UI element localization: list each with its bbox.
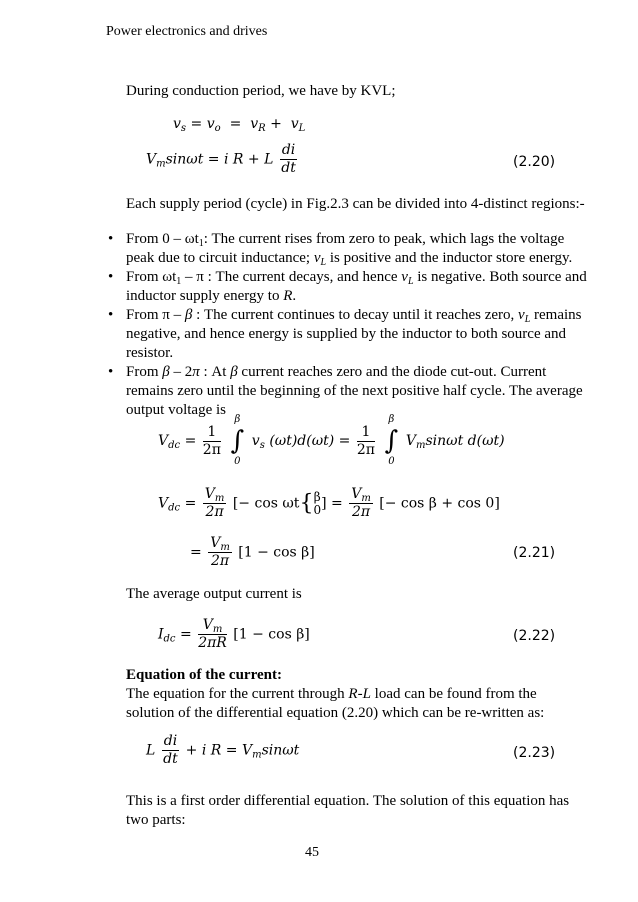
vdc1-int2: V (405, 433, 416, 449)
eq222-eq: = (180, 626, 192, 643)
eq-kvl-vr: v (250, 116, 259, 132)
vdc1-eq: = (184, 433, 197, 449)
closing-line-1: This is a first order differential equation. The solution of this equation has (126, 793, 570, 809)
eq220-den: dt (281, 160, 296, 176)
bullet-marker-1: • (108, 231, 114, 247)
bullet-1-vl-sub: L (320, 257, 327, 268)
eq223-rhs-rest: sinωt (261, 742, 300, 759)
equation-kvl (173, 116, 305, 132)
bullet-4-d: current reaches zero and the diode cut-out. Current (237, 364, 547, 380)
eq223-num: di (163, 733, 178, 749)
vdc2-num2-sub: m (361, 493, 371, 504)
eq-kvl-vl-sub: L (298, 123, 306, 134)
vdc2-lhs-sub: dc (168, 502, 181, 514)
vdc1-int1-rest: (ωt)d(ωt) = (269, 433, 351, 449)
vdc2-den2: 2π (351, 504, 371, 520)
vdc1-d1: 2π (202, 441, 221, 458)
eq223-rhs-sub: m (252, 749, 262, 761)
bullet-4-beta: β (162, 364, 170, 380)
section-paragraph-line-2: solution of the differential equation (2.20) which can be re-written as: (126, 705, 545, 721)
eq221-den: 2π (210, 553, 230, 569)
bullet-2-c: is negative. Both source and (413, 269, 587, 285)
vdc2-den: 2π (205, 504, 224, 520)
vdc1-int2-sub: m (415, 440, 426, 451)
vdc2-brace-bot: 0 (313, 502, 322, 517)
equation-number-2-23: (2.23) (513, 745, 556, 761)
bullet-1-text: : The current rises from zero to peak, which lags the voltage (203, 231, 565, 247)
bullet-marker-4: • (108, 364, 114, 380)
bullet-1-vl: v (313, 250, 321, 266)
eq221-num: V (210, 535, 221, 551)
eq222-lhs-sub: dc (163, 633, 176, 645)
eq223-den: dt (163, 751, 178, 767)
bullet-2-line-1 (126, 268, 587, 287)
bullet-4-c: : At (199, 364, 231, 380)
vdc2-num-sub: m (214, 493, 225, 504)
section-paragraph-line-1 (126, 685, 537, 704)
eq-kvl-eq: = (190, 116, 203, 132)
intro-text: During conduction period, we have by KVL; (126, 83, 396, 99)
eq-kvl-vl: v (290, 116, 299, 132)
vdc2-bracket-a: [− cos ωt (232, 495, 300, 512)
bullet-1-line-2 (126, 249, 572, 268)
equation-number-2-22: (2.22) (513, 628, 556, 644)
bullet-1-line-1 (126, 230, 564, 249)
eq220-lhs-rest: sinωt (165, 151, 204, 168)
vdc1-int2-rest: sinωt d(ωt) (425, 433, 505, 449)
bullet-2-r: R (283, 288, 293, 304)
vdc2-rest: [− cos β + cos 0] (379, 495, 500, 512)
section-p1-b: load can be found from the (370, 686, 537, 702)
bullet-4-pi: π (192, 364, 200, 380)
avg-current-intro: The average output current is (126, 586, 302, 602)
closing-line-2: two parts: (126, 812, 186, 828)
vdc2-num2: V (351, 486, 362, 502)
bullet-2-line-2 (126, 287, 296, 306)
vdc2-lhs: V (158, 495, 169, 512)
bullet-3-c: remains (530, 307, 582, 323)
eq221-rest: [1 − cos β] (238, 544, 315, 561)
eq-kvl-vr-sub: R (258, 123, 266, 134)
equation-2-22 (158, 617, 310, 652)
bullet-marker-2: • (108, 269, 114, 285)
bullet-2-vl: v (401, 269, 408, 285)
eq-kvl-vo-sub: o (214, 123, 221, 134)
bullet-marker-3: • (108, 307, 114, 323)
vdc1-n2: 1 (357, 424, 375, 442)
equation-2-21 (190, 535, 315, 570)
bullet-1-a: From 0 – ωt (126, 231, 199, 247)
vdc1-lhs: V (158, 433, 169, 449)
section-heading: Equation of the current: (126, 667, 282, 683)
eq222-lhs: I (158, 626, 164, 643)
eq223-rhs: V (241, 742, 253, 759)
vdc1-lhs-sub: dc (168, 440, 181, 451)
eq220-eq: = (207, 151, 220, 168)
equation-2-23 (146, 733, 299, 768)
vdc1-upper-2: β (388, 414, 395, 425)
vdc1-int1: v (251, 433, 260, 449)
eq223-mid: + i R = (185, 742, 238, 759)
eq220-lhs: V (146, 151, 157, 168)
eq223-lhs: L (146, 742, 156, 759)
eq-kvl-vo: v (206, 116, 215, 132)
bullet-1-sub: 1 (198, 238, 204, 249)
vdc1-n1: 1 (203, 424, 221, 442)
vdc1-lower-2: 0 (388, 456, 395, 467)
bullet-3-line-3: resistor. (126, 345, 174, 361)
eq-kvl-eq2: = (229, 116, 242, 132)
eq221-num-sub: m (220, 542, 230, 553)
bullet-2-vl-sub: L (407, 276, 414, 287)
vdc2-brace-top: β (313, 489, 321, 504)
eq221-eq: = (190, 544, 202, 561)
bullet-4-line-2: remains zero until the beginning of the next positive half cycle. The average (126, 383, 583, 399)
eq220-lhs-sub: m (156, 158, 166, 170)
section-p1-a: The equation for the current through (126, 686, 349, 702)
equation-number-2-20: (2.20) (513, 154, 556, 170)
eq220-num: di (281, 142, 296, 158)
bullet-4-line-1 (126, 363, 546, 382)
bullet-2-a: From ωt (126, 269, 177, 285)
vdc2-bracket-b: ] = (321, 495, 343, 512)
equation-vdc-integral: $V_{dc}$ = $\frac{1}{2\pi}$ β ∫ 0 $v_s$ (ωt)d(ωt) = $\frac{1}{2\pi}$ β ∫ 0 $V_m\sin\omega t$ d(ωt) (158, 414, 505, 467)
equation-2-20 (146, 142, 299, 177)
equation-vdc-evaluated: $V_{dc}$ = $\frac{V_m}{2\pi}$ [− cos ωt{ β 0 ] = $\frac{V_m}{2\pi}$ [− cos β + cos 0] (158, 486, 500, 520)
bullet-3-line-2: negative, and hence energy is supplied by the inductor to both source and (126, 326, 567, 342)
vdc2-num: V (204, 486, 215, 502)
eq-kvl-vs-sub: s (180, 123, 187, 134)
bullet-2-sub: 1 (176, 276, 182, 287)
bullet-4-a: From (126, 364, 163, 380)
eq222-num: V (202, 617, 213, 633)
eq222-rest: [1 − cos β] (233, 626, 310, 643)
eq220-mid: i R + L (223, 151, 274, 168)
bullet-3-vl: v (518, 307, 525, 323)
bullet-2-b: – π : The current decays, and hence (181, 269, 402, 285)
bullet-4-line-3: output voltage is (126, 402, 226, 418)
running-header: Power electronics and drives (106, 24, 268, 39)
eq222-num-sub: m (212, 624, 223, 635)
page-number: 45 (305, 845, 319, 860)
section-p1-rl: R-L (348, 686, 371, 702)
bullet-1-l2a: peak due to circuit inductance; (126, 250, 314, 266)
bullet-3-vl-sub: L (524, 314, 531, 325)
eq-kvl-vs: v (173, 116, 181, 132)
bullet-3-b: : The current continues to decay until it reaches zero, (192, 307, 519, 323)
bullet-4-beta2: β (230, 364, 238, 380)
vdc1-lower-1: 0 (234, 456, 241, 467)
eq222-den: 2πR (198, 635, 227, 651)
bullet-4-b: – 2 (169, 364, 193, 380)
bullet-3-beta: β (184, 307, 193, 323)
vdc1-int1-sub: s (259, 440, 265, 451)
equation-number-2-21: (2.21) (513, 545, 556, 561)
bullet-2-l2a: inductor supply energy to (126, 288, 284, 304)
bullet-3-a: From π – (126, 307, 185, 323)
regions-intro: Each supply period (cycle) in Fig.2.3 can be divided into 4-distinct regions:- (126, 196, 585, 212)
bullet-3-line-1 (126, 306, 581, 325)
bullet-2-l2b: . (292, 288, 297, 304)
eq-kvl-plus: + (270, 116, 282, 132)
vdc1-upper-1: β (234, 414, 241, 425)
bullet-1-l2b: is positive and the inductor store energy. (326, 250, 573, 266)
vdc2-eq: = (184, 495, 197, 512)
vdc1-d2: 2π (356, 441, 375, 458)
